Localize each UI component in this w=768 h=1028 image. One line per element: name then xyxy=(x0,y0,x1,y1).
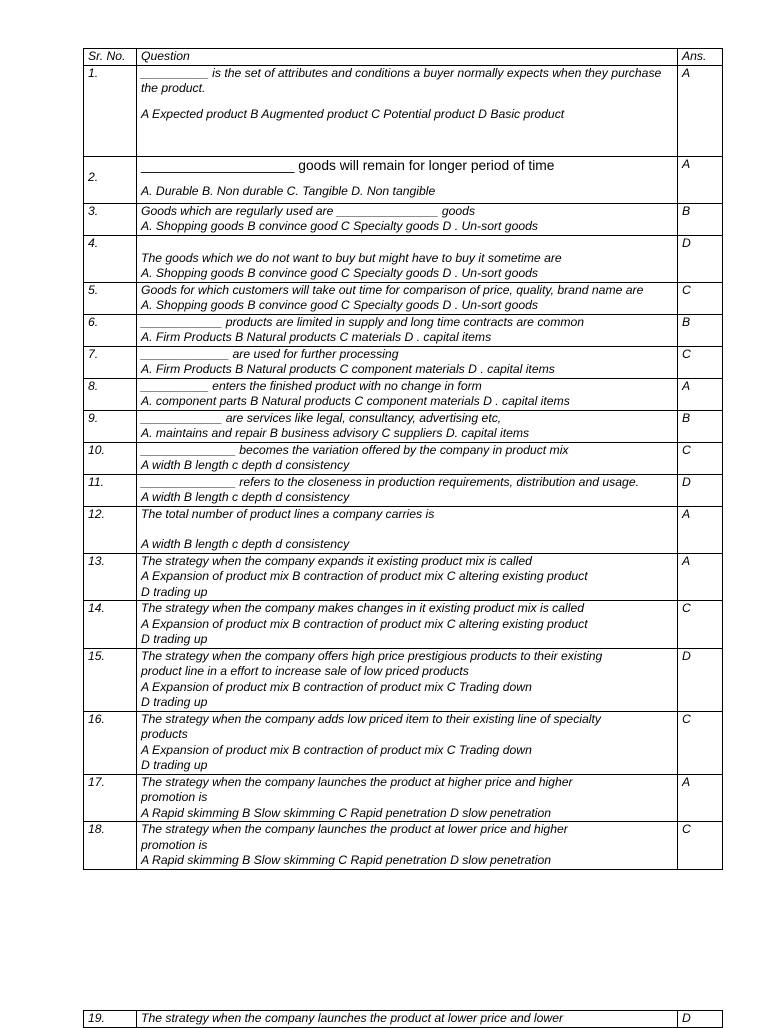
answer-options-cont: D trading up xyxy=(141,584,208,599)
answer-cell: C xyxy=(678,346,723,378)
question-cell xyxy=(137,65,678,156)
answer-options: A. Durable B. Non durable C. Tangible D. Non tangible xyxy=(141,183,436,198)
row-number: 5. xyxy=(84,282,137,314)
answer-options: A width B length c depth d consistency xyxy=(141,490,350,504)
answer-options: A Expansion of product mix B contraction of product mix C Trading down xyxy=(141,742,532,757)
table-row xyxy=(84,474,723,506)
row-number: 12. xyxy=(84,506,137,553)
question-text: The strategy when the company launches the product at higher price and higher xyxy=(141,774,573,789)
table-row xyxy=(84,774,723,822)
answer-cell: A xyxy=(678,774,723,822)
question-text: The strategy when the company launches the product at lower price and higher xyxy=(141,822,568,836)
answer-options: A Expected product B Augmented product C Potential product D Basic product xyxy=(141,106,565,121)
question-cell xyxy=(137,156,678,203)
question-cell xyxy=(137,235,678,282)
question-text: Goods which are regularly used are _______________ goods xyxy=(141,203,476,218)
answer-cell: B xyxy=(678,410,723,442)
question-cell xyxy=(137,506,678,553)
table-row xyxy=(84,410,723,442)
question-cell xyxy=(137,442,678,474)
question-text-cont: promotion is xyxy=(141,837,208,852)
question-text: The total number of product lines a company carries is xyxy=(141,506,435,521)
answer-cell: A xyxy=(678,553,723,601)
answer-cell: B xyxy=(678,314,723,346)
header-ans: Ans. xyxy=(678,49,723,66)
row-number: 4. xyxy=(84,235,137,282)
row-number: 15. xyxy=(84,648,137,711)
header-row xyxy=(84,49,723,66)
row-number: 14. xyxy=(84,601,137,649)
question-cell xyxy=(137,774,678,822)
question-text: The strategy when the company makes changes in it existing product mix is called xyxy=(141,601,585,615)
question-text: ______________ becomes the variation offered by the company in product mix xyxy=(141,442,569,457)
question-cell xyxy=(137,601,678,649)
table-row xyxy=(84,442,723,474)
question-text: _____________ are used for further processing xyxy=(141,346,399,361)
question-cell xyxy=(137,346,678,378)
row-number: 2. xyxy=(84,156,137,203)
question-text: Goods for which customers will take out time for comparison of price, quality, brand name are xyxy=(141,282,644,297)
answer-options: A width B length c depth d consistency xyxy=(141,458,350,472)
question-cell xyxy=(137,282,678,314)
row-number: 8. xyxy=(84,378,137,410)
row-number: 9. xyxy=(84,410,137,442)
answer-cell: C xyxy=(678,282,723,314)
table-row xyxy=(84,235,723,282)
table-row xyxy=(84,346,723,378)
table-row xyxy=(84,314,723,346)
answer-options: A Expansion of product mix B contraction of product mix C altering existing product xyxy=(141,569,588,583)
row-number: 19. xyxy=(84,1011,137,1028)
question-text: __________ enters the finished product with no change in form xyxy=(141,378,482,393)
answer-options: A Rapid skimming B Slow skimming C Rapid penetration D slow penetration xyxy=(141,853,552,867)
answer-cell: C xyxy=(678,711,723,774)
table-row xyxy=(84,65,723,156)
row-number: 16. xyxy=(84,711,137,774)
question-text: The strategy when the company expands it existing product mix is called xyxy=(141,553,532,568)
answer-cell: B xyxy=(678,203,723,235)
question-text: The strategy when the company offers high price prestigious products to their existing xyxy=(141,648,603,663)
answer-options: A Expansion of product mix B contraction of product mix C altering existing product xyxy=(141,616,588,631)
question-cell xyxy=(137,822,678,870)
table-row xyxy=(84,378,723,410)
answer-cell: D xyxy=(678,235,723,282)
question-text: ____________ are services like legal, consultancy, advertising etc, xyxy=(141,410,502,425)
answer-cell: A xyxy=(678,65,723,156)
answer-options: A. component parts B Natural products C component materials D . capital items xyxy=(141,394,570,408)
table-row xyxy=(84,156,723,203)
answer-options-cont: D trading up xyxy=(141,695,208,709)
question-text: ______________ refers to the closeness in production requirements, distribution and usage. xyxy=(141,474,639,489)
answer-options: A. Firm Products B Natural products C component materials D . capital items xyxy=(141,362,555,376)
answer-cell: C xyxy=(678,601,723,649)
answer-cell: C xyxy=(678,442,723,474)
answer-cell: A xyxy=(678,378,723,410)
answer-options-cont: D trading up xyxy=(141,632,208,646)
answer-cell: D xyxy=(678,1011,723,1028)
table-row xyxy=(84,711,723,774)
question-cell xyxy=(137,474,678,506)
continued-table xyxy=(83,1010,723,1028)
answer-options: A. Shopping goods B convince good C Specialty goods D . Un-sort goods xyxy=(141,298,539,312)
row-number: 7. xyxy=(84,346,137,378)
row-number: 10. xyxy=(84,442,137,474)
table-row xyxy=(84,553,723,601)
question-text-cont: products xyxy=(141,727,188,741)
question-cell xyxy=(137,314,678,346)
question-cell xyxy=(137,203,678,235)
question-cell xyxy=(137,711,678,774)
header-sr: Sr. No. xyxy=(84,49,137,66)
answer-options: A. maintains and repair B business advisory C suppliers D. capital items xyxy=(141,426,530,440)
question-table xyxy=(83,48,723,870)
row-number: 3. xyxy=(84,203,137,235)
question-cell xyxy=(137,410,678,442)
question-text: __________ is the set of attributes and conditions a buyer normally expects when they purchase the product. xyxy=(141,65,662,95)
answer-cell: A xyxy=(678,156,723,203)
question-text: ____________________ goods will remain for longer period of time xyxy=(141,157,555,173)
question-cell xyxy=(137,553,678,601)
row-number: 11. xyxy=(84,474,137,506)
question-text-cont: product line in a effort to increase sale of low priced products xyxy=(141,664,469,678)
table-row xyxy=(84,282,723,314)
answer-cell: C xyxy=(678,822,723,870)
answer-options-cont: D trading up xyxy=(141,758,208,772)
answer-options: A. Shopping goods B convince good C Specialty goods D . Un-sort goods xyxy=(141,219,539,233)
answer-options: A Rapid skimming B Slow skimming C Rapid penetration D slow penetration xyxy=(141,805,552,820)
row-number: 18. xyxy=(84,822,137,870)
answer-cell: D xyxy=(678,648,723,711)
question-text: ____________ products are limited in supply and long time contracts are common xyxy=(141,314,585,329)
table-row xyxy=(84,601,723,649)
row-number: 6. xyxy=(84,314,137,346)
row-number: 17. xyxy=(84,774,137,822)
row-number: 1. xyxy=(84,65,137,156)
answer-cell: A xyxy=(678,506,723,553)
answer-options: A. Firm Products B Natural products C materials D . capital items xyxy=(141,330,492,344)
question-text: The strategy when the company launches the product at lower price and lower xyxy=(137,1011,678,1028)
answer-cell: D xyxy=(678,474,723,506)
table-row xyxy=(84,506,723,553)
question-text: The strategy when the company adds low priced item to their existing line of specialty xyxy=(141,711,601,726)
table-row xyxy=(84,648,723,711)
answer-options: A width B length c depth d consistency xyxy=(141,537,350,551)
question-cell xyxy=(137,648,678,711)
row-number: 13. xyxy=(84,553,137,601)
question-cell xyxy=(137,378,678,410)
table-row xyxy=(84,822,723,870)
question-text-cont: promotion is xyxy=(141,790,208,804)
table-row xyxy=(84,1011,723,1028)
table-row xyxy=(84,203,723,235)
answer-options: A Expansion of product mix B contraction of product mix C Trading down xyxy=(141,679,532,694)
question-text: The goods which we do not want to buy but might have to buy it sometime are xyxy=(141,250,562,265)
answer-options: A. Shopping goods B convince good C Specialty goods D . Un-sort goods xyxy=(141,266,539,280)
header-question: Question xyxy=(137,49,678,66)
